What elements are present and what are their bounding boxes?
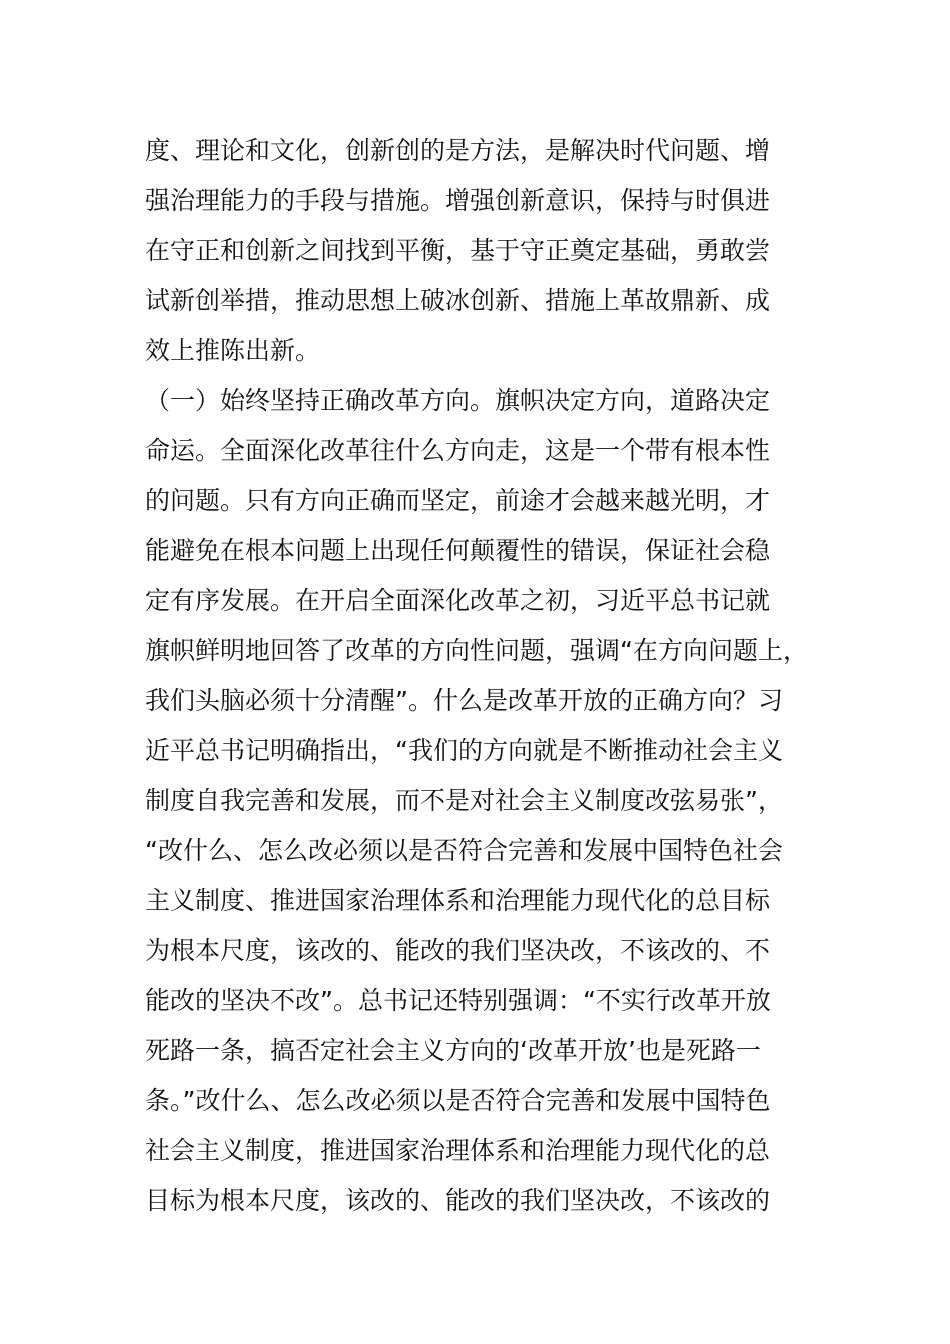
- text-line: 我们头脑必须十分清醒”。什么是改革开放的正确方向？习: [145, 686, 783, 715]
- text-line: 试新创举措，推动思想上破冰创新、措施上革故鼎新、成: [145, 286, 771, 315]
- body-text: [145, 126, 825, 1226]
- text-line: 定有序发展。在开启全面深化改革之初，习近平总书记就: [145, 586, 771, 615]
- text-line: 为根本尺度，该改的、能改的我们坚决改，不该改的、不: [145, 936, 771, 965]
- section-heading-line: （一）始终坚持正确改革方向。旗帜决定方向，道路决定: [145, 386, 771, 415]
- text-line: 主义制度、推进国家治理体系和治理能力现代化的总目标: [145, 886, 771, 915]
- text-line: 近平总书记明确指出，“我们的方向就是不断推动社会主义: [145, 736, 783, 765]
- text-line: 制度自我完善和发展，而不是对社会主义制度改弦易张”，: [145, 786, 783, 815]
- text-line: 在守正和创新之间找到平衡，基于守正奠定基础，勇敢尝: [145, 236, 771, 265]
- text-line: 强治理能力的手段与措施。增强创新意识，保持与时俱进: [145, 186, 771, 215]
- text-line: 度、理论和文化，创新创的是方法，是解决时代问题、增: [145, 136, 771, 165]
- text-line: 旗帜鲜明地回答了改革的方向性问题，强调“在方向问题上，: [145, 636, 808, 665]
- text-line: 能改的坚决不改”。总书记还特别强调：“不实行改革开放: [145, 986, 771, 1015]
- text-line: 目标为根本尺度，该改的、能改的我们坚决改，不该改的: [145, 1186, 771, 1215]
- text-line: 条。”改什么、怎么改必须以是否符合完善和发展中国特色: [145, 1086, 771, 1115]
- text-line: “改什么、怎么改必须以是否符合完善和发展中国特色社会: [145, 836, 783, 865]
- text-line: 的问题。只有方向正确而坚定，前途才会越来越光明，才: [145, 486, 771, 515]
- text-line: 死路一条，搞否定社会主义方向的‘改革开放’也是死路一: [145, 1036, 761, 1065]
- text-line: 命运。全面深化改革往什么方向走，这是一个带有根本性: [145, 436, 771, 465]
- text-line: 社会主义制度，推进国家治理体系和治理能力现代化的总: [145, 1136, 771, 1165]
- text-line: 效上推陈出新。: [145, 336, 321, 365]
- text-line: 能避免在根本问题上出现任何颠覆性的错误，保证社会稳: [145, 536, 771, 565]
